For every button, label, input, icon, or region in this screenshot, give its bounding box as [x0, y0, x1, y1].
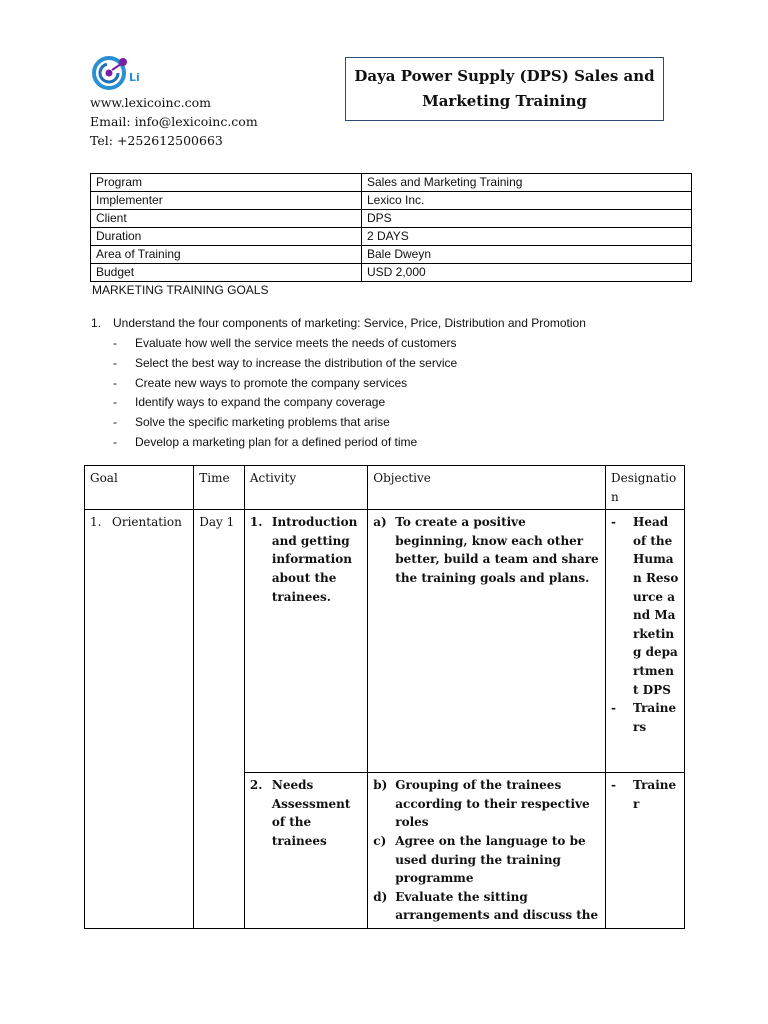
table-header-row: [85, 466, 685, 510]
header-time: Time: [194, 466, 245, 510]
website-link[interactable]: www.lexicoinc.com: [90, 95, 211, 110]
goal-main-text: Understand the four components of marketing: Service, Price, Distribution and Promotion: [113, 316, 586, 330]
email-text[interactable]: Email: info@lexicoinc.com: [90, 114, 258, 129]
info-row: [91, 246, 692, 264]
info-value: Lexico Inc.: [362, 192, 692, 210]
objective-cell: b) Grouping of the trainees according to their respective roles c) Agree on the language to be used during the training programme d) Evaluate the sitting arrangements and discuss the: [368, 773, 606, 929]
list-item: - Create new ways to promote the company services: [113, 375, 408, 390]
contact-block: [90, 93, 258, 150]
info-value: USD 2,000: [362, 264, 692, 282]
objective-cell: a) To create a positive beginning, know each other better, build a team and share the training goals and plans.: [368, 510, 606, 773]
info-row: [91, 228, 692, 246]
time-cell: Day 1: [194, 510, 245, 929]
info-row: [91, 174, 692, 192]
info-value: 2 DAYS: [362, 228, 692, 246]
list-item: - Evaluate how well the service meets the needs of customers: [113, 336, 457, 350]
info-value: Bale Dweyn: [362, 246, 692, 264]
goal-text: Orientation: [112, 515, 182, 530]
program-info-table: [90, 173, 692, 282]
activity-cell: 2. Needs Assessment of the trainees: [244, 773, 367, 929]
designation-cell: - Trainer: [606, 773, 685, 929]
header-designation: Designation: [606, 466, 685, 510]
table-row: [85, 510, 685, 773]
info-label: Implementer: [91, 192, 362, 210]
goal-cell: 1. Orientation: [85, 510, 194, 929]
lexico-logo-icon: [92, 54, 148, 94]
header-goal: Goal: [85, 466, 194, 510]
goal-main-item: [91, 316, 586, 330]
phone-text: Tel: +252612500663: [90, 133, 223, 148]
info-row: [91, 264, 692, 282]
goal-sub-list: [113, 334, 457, 453]
document-title-line2: Marketing Training: [422, 92, 587, 110]
info-value: Sales and Marketing Training: [362, 174, 692, 192]
info-row: [91, 210, 692, 228]
list-item: - Solve the specific marketing problems that arise: [113, 415, 390, 430]
info-label: Duration: [91, 228, 362, 246]
goals-heading: MARKETING TRAINING GOALS: [92, 283, 269, 297]
info-label: Budget: [91, 264, 362, 282]
info-row: [91, 192, 692, 210]
info-label: Program: [91, 174, 362, 192]
header-activity: Activity: [244, 466, 367, 510]
logo-letters: Li: [129, 71, 140, 84]
document-title-line1: Daya Power Supply (DPS) Sales and: [354, 67, 655, 85]
goal-main-number: 1.: [91, 316, 102, 330]
list-item: - Identify ways to expand the company coverage: [113, 395, 386, 410]
list-item: - Develop a marketing plan for a defined period of time: [113, 434, 418, 449]
info-value: DPS: [362, 210, 692, 228]
activity-cell: 1. Introduction and getting information about the trainees.: [244, 510, 367, 773]
info-label: Area of Training: [91, 246, 362, 264]
header-objective: Objective: [368, 466, 606, 510]
info-label: Client: [91, 210, 362, 228]
designation-cell: - Head of the Human Resource and Marketing department DPS - Trainers: [606, 510, 685, 773]
list-item: - Select the best way to increase the distribution of the service: [113, 355, 458, 370]
training-plan-table: [84, 465, 685, 929]
document-title-box: [345, 57, 664, 121]
